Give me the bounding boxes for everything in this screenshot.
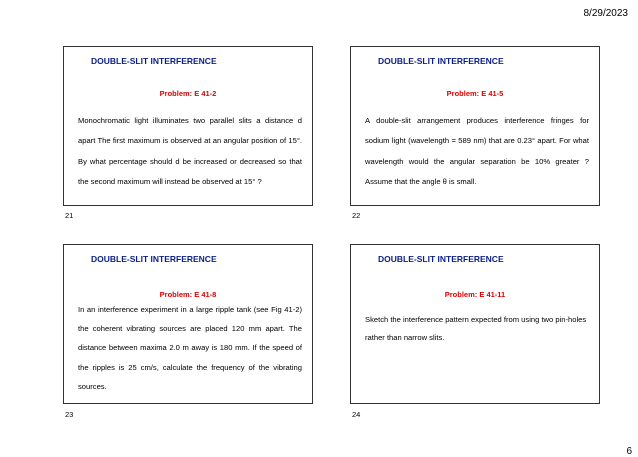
problem-label: Problem: E 41-2 <box>159 89 217 98</box>
problem-label: Problem: E 41-8 <box>159 290 217 299</box>
slide-number: 23 <box>65 410 74 419</box>
slide-title: DOUBLE-SLIT INTERFERENCE <box>91 56 217 66</box>
date-label: 8/29/2023 <box>583 8 628 19</box>
problem-text: A double-slit arrangement produces interference fringes for sodium light (wavelength = 589 nm) that are 0.23° apart. For what wavelength would the angular separation be 10% greater ? Assume that the angle θ is small. <box>365 116 589 186</box>
problem-label: Problem: E 41-11 <box>444 290 506 299</box>
slide-title: DOUBLE-SLIT INTERFERENCE <box>378 254 504 264</box>
page-number: 6 <box>626 446 632 457</box>
problem-label: Problem: E 41-5 <box>446 89 504 98</box>
slide-22 <box>350 46 600 206</box>
slide-number: 22 <box>352 211 361 220</box>
slide-number: 24 <box>352 410 361 419</box>
slide-24 <box>350 244 600 404</box>
slide-title: DOUBLE-SLIT INTERFERENCE <box>378 56 504 66</box>
problem-text: Sketch the interference pattern expected from using two pin-holes rather than narrow slits. <box>365 315 587 342</box>
problem-text: Monochromatic light illuminates two parallel slits a distance d apart The first maximum is observed at an angular position of 15°. By what percentage should d be increased or decreased so that the second maximum will instead be observed at 15° ? <box>78 116 302 186</box>
slide-title: DOUBLE-SLIT INTERFERENCE <box>91 254 217 264</box>
problem-text: In an interference experiment in a large ripple tank (see Fig 41-2) the coherent vibrating sources are placed 120 mm apart. The distance between maxima 2.0 m away is 180 mm. If the speed of the ripples is 25 cm/s, calculate the frequency of the vibrating sources. <box>78 305 302 391</box>
slide-number: 21 <box>65 211 74 220</box>
slide-23 <box>63 244 313 404</box>
slide-21 <box>63 46 313 206</box>
